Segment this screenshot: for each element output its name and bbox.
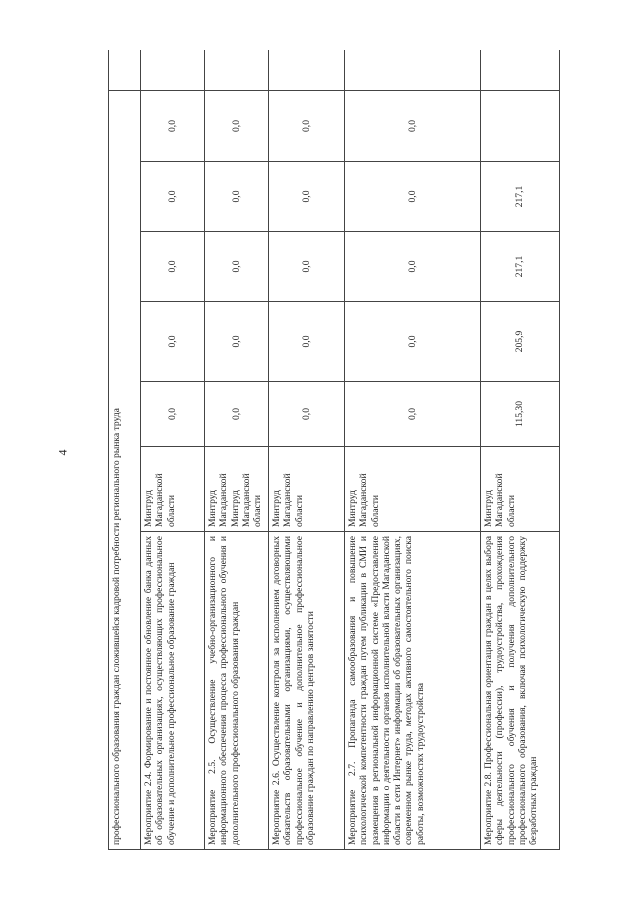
value-cell: 205,9	[481, 302, 559, 382]
value-cell: 0,0	[141, 162, 204, 232]
value-cell: 0,0	[141, 90, 204, 162]
measure-name: Мероприятие 2.8. Профессиональная ориентация граждан в целях выбора сферы деятельности (профессии), трудоустройства, прохождения профессионального обучения и получения дополнительного профессионального образования, включая психологическую поддержку безработных граждан	[481, 532, 559, 850]
executor: Минтруд Магаданской области	[141, 447, 204, 532]
table-row	[140, 50, 204, 850]
page-number: 4	[55, 449, 70, 456]
value-cell: 115,30	[481, 382, 559, 447]
value-cell: 0,0	[345, 232, 480, 302]
value-cell: 0,0	[141, 232, 204, 302]
rotated-table-frame	[108, 50, 578, 850]
value-cell: 0,0	[205, 302, 268, 382]
table-row	[268, 50, 344, 850]
value-cell	[481, 90, 559, 162]
program-table	[108, 50, 578, 850]
table-row	[204, 50, 268, 850]
executor: Минтруд Магаданской области	[269, 447, 344, 532]
value-cell: 0,0	[269, 162, 344, 232]
value-cell: 0,0	[205, 162, 268, 232]
value-cell: 217,1	[481, 232, 559, 302]
value-cell: 0,0	[269, 232, 344, 302]
value-cell: 0,0	[345, 162, 480, 232]
value-cell: 0,0	[345, 302, 480, 382]
table-header-row	[108, 50, 140, 850]
header-text: профессионального образования граждан сложившейся кадровой потребности регионального рынка труда	[109, 90, 140, 850]
table-row	[344, 50, 480, 850]
value-cell: 0,0	[345, 90, 480, 162]
measure-name: Мероприятие 2.5. Осуществление учебно-организационного и информационного обеспечения процесса профессионального обучения и дополнительного профессионального образования граждан	[205, 532, 268, 850]
value-cell: 217,1	[481, 162, 559, 232]
value-cell: 0,0	[345, 382, 480, 447]
value-cell: 0,0	[269, 90, 344, 162]
value-cell: 0,0	[205, 382, 268, 447]
value-cell: 0,0	[269, 382, 344, 447]
value-cell: 0,0	[205, 90, 268, 162]
measure-name: Мероприятие 2.7. Пропаганда самообразования и повышение психологической компетентности граждан путем публикации в СМИ и размещения в региональной информационной системе «Предоставление информации о деятельности органов исполнительной власти Магаданской области в сети Интернет» информации об образовательных организациях, современном рынке труда, методах активного самостоятельного поиска работы, возможностях трудоустройства	[345, 532, 480, 850]
executor: Минтруд Магаданской Минтруд Магаданской области	[205, 447, 268, 532]
value-cell: 0,0	[141, 302, 204, 382]
executor: Минтруд Магаданской области	[481, 447, 559, 532]
value-cell: 0,0	[269, 302, 344, 382]
value-cell: 0,0	[141, 382, 204, 447]
measure-name: Мероприятие 2.6. Осуществление контроля за исполнением договорных обязательств образовательными организациями, осуществляющими профессиональное обучение и дополнительное профессиональное образование граждан по направлению центров занятости	[269, 532, 344, 850]
value-cell: 0,0	[205, 232, 268, 302]
table-row	[480, 50, 560, 850]
measure-name: Мероприятие 2.4. Формирование и постоянное обновление банка данных об образовательных организациях, осуществляющих профессиональное обучение и дополнительное профессиональное образование граждан	[141, 532, 204, 850]
executor: Минтруд Магаданской области	[345, 447, 480, 532]
